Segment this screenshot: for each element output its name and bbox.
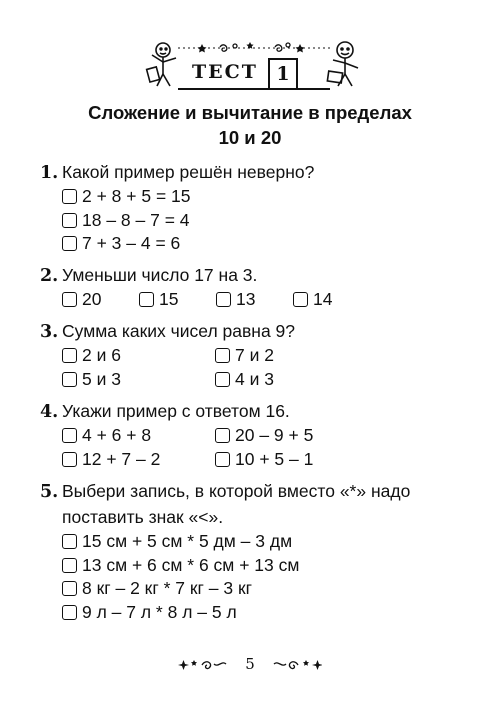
checkbox[interactable] [62, 428, 77, 443]
option-label: 2 + 8 + 5 = 15 [82, 186, 191, 206]
question-number: 4. [40, 402, 59, 422]
answer-option[interactable] [215, 368, 274, 392]
option-label: 12 + 7 – 2 [82, 448, 161, 469]
checkbox[interactable] [293, 292, 308, 307]
option-label: 15 см + 5 см * 5 дм – 3 дм [82, 531, 293, 551]
answer-options [62, 530, 410, 624]
checkbox[interactable] [216, 292, 231, 307]
answer-option[interactable] [62, 448, 215, 472]
stick-figure-right-icon [327, 42, 358, 86]
answer-option[interactable] [215, 344, 274, 368]
checkbox[interactable] [62, 452, 77, 467]
answer-options [62, 344, 295, 391]
answer-options [62, 288, 332, 312]
option-label: 4 и 3 [235, 368, 274, 389]
answer-option[interactable] [62, 601, 237, 625]
answer-option[interactable] [62, 209, 190, 233]
question-5 [40, 478, 410, 624]
answer-option[interactable] [62, 368, 215, 392]
answer-option[interactable] [62, 577, 252, 601]
footer-ornament-left-icon [178, 656, 228, 672]
question-text: Какой пример решён неверно? [62, 162, 315, 182]
answer-option[interactable] [216, 288, 293, 312]
option-label: 15 [159, 289, 179, 309]
checkbox[interactable] [62, 236, 77, 251]
checkbox[interactable] [62, 558, 77, 573]
answer-options [62, 185, 314, 256]
option-label: 8 кг – 2 кг * 7 кг – 3 кг [82, 578, 252, 598]
question-3 [40, 318, 295, 391]
option-label: 2 и 6 [82, 345, 121, 365]
option-label: 20 – 9 + 5 [235, 425, 314, 445]
checkbox[interactable] [62, 605, 77, 620]
checkbox[interactable] [62, 534, 77, 549]
option-label: 4 + 6 + 8 [82, 425, 152, 445]
question-text: Выбери запись, в которой вместо «*» надо [62, 481, 411, 501]
option-label: 20 [82, 289, 102, 309]
title-line-2: 10 и 20 [218, 127, 282, 148]
question-text: Уменьши число 17 на 3. [62, 265, 258, 285]
question-1 [40, 159, 314, 256]
checkbox[interactable] [215, 428, 230, 443]
page-number: 5 [245, 655, 255, 673]
test-header [140, 40, 368, 98]
answer-option[interactable] [215, 424, 313, 448]
option-label: 7 и 2 [235, 345, 274, 365]
answer-option[interactable] [62, 288, 139, 312]
checkbox[interactable] [139, 292, 154, 307]
answer-option[interactable] [62, 344, 215, 368]
option-label: 14 [313, 289, 333, 309]
checkbox[interactable] [62, 189, 77, 204]
option-label: 10 + 5 – 1 [235, 448, 314, 469]
test-label: ТЕСТ [192, 61, 258, 83]
question-text: Укажи пример с ответом 16. [62, 401, 290, 421]
option-label: 13 см + 6 см * 6 см + 13 см [82, 554, 300, 575]
question-4 [40, 398, 313, 471]
answer-option[interactable] [215, 448, 313, 472]
checkbox[interactable] [215, 348, 230, 363]
option-label: 9 л – 7 л * 8 л – 5 л [82, 601, 237, 622]
stick-figure-left-icon [147, 43, 176, 86]
question-number: 5. [40, 482, 59, 502]
checkbox[interactable] [62, 348, 77, 363]
question-number: 1. [40, 163, 59, 183]
answer-option[interactable] [62, 232, 180, 256]
option-label: 13 [236, 289, 256, 309]
answer-option[interactable] [62, 424, 215, 448]
question-text-continued: поставить знак «<». [62, 507, 224, 527]
footer-ornament-right-icon [272, 656, 322, 672]
answer-option[interactable] [62, 554, 299, 578]
question-number: 3. [40, 322, 59, 342]
checkbox[interactable] [62, 372, 77, 387]
answer-options [62, 424, 313, 471]
question-text: Сумма каких чисел равна 9? [62, 321, 296, 341]
option-label: 18 – 8 – 7 = 4 [82, 209, 190, 230]
checkbox[interactable] [62, 581, 77, 596]
page-title [0, 100, 500, 150]
option-label: 7 + 3 – 4 = 6 [82, 233, 181, 253]
answer-option[interactable] [293, 288, 332, 312]
answer-option[interactable] [139, 288, 216, 312]
checkbox[interactable] [62, 292, 77, 307]
checkbox[interactable] [215, 372, 230, 387]
page-footer [0, 654, 500, 673]
test-number: 1 [268, 58, 298, 90]
question-number: 2. [40, 266, 59, 286]
answer-option[interactable] [62, 185, 191, 209]
question-2 [40, 262, 332, 312]
checkbox[interactable] [62, 213, 77, 228]
option-label: 5 и 3 [82, 368, 121, 389]
swirl-decoration-icon [220, 43, 290, 51]
title-line-1: Сложение и вычитание в пределах [88, 102, 412, 123]
checkbox[interactable] [215, 452, 230, 467]
answer-option[interactable] [62, 530, 292, 554]
